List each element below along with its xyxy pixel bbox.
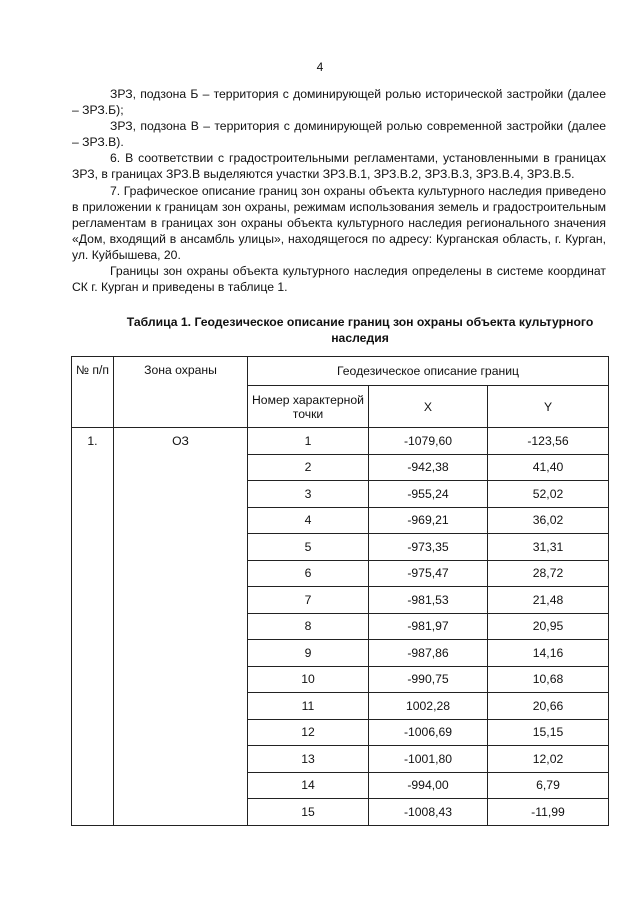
geodesic-table	[71, 356, 609, 826]
zone-name: ОЗ	[114, 428, 248, 826]
point-number: 7	[248, 587, 369, 614]
point-number: 11	[248, 693, 369, 720]
point-y: 14,16	[488, 640, 609, 667]
point-x: -1008,43	[369, 799, 488, 826]
point-x: -990,75	[369, 666, 488, 693]
point-y: 10,68	[488, 666, 609, 693]
point-x: -942,38	[369, 454, 488, 481]
table-caption: Таблица 1. Геодезическое описание границ зон охраны объекта культурного наследия	[126, 315, 594, 345]
point-number: 2	[248, 454, 369, 481]
page-number: 4	[316, 60, 324, 74]
point-number: 13	[248, 746, 369, 773]
point-x: -975,47	[369, 560, 488, 587]
point-x: -1001,80	[369, 746, 488, 773]
point-number: 12	[248, 719, 369, 746]
header-num: № п/п	[72, 357, 114, 428]
point-x: -994,00	[369, 772, 488, 799]
point-y: 6,79	[488, 772, 609, 799]
point-x: -987,86	[369, 640, 488, 667]
point-y: 15,15	[488, 719, 609, 746]
point-x: -981,53	[369, 587, 488, 614]
point-y: 20,95	[488, 613, 609, 640]
point-number: 6	[248, 560, 369, 587]
header-y: Y	[488, 386, 609, 428]
point-y: 31,31	[488, 534, 609, 561]
body-text	[72, 86, 606, 295]
point-x: -969,21	[369, 507, 488, 534]
table-row	[72, 428, 609, 455]
point-y: -11,99	[488, 799, 609, 826]
row-number: 1.	[72, 428, 114, 826]
point-y: 28,72	[488, 560, 609, 587]
point-y: 41,40	[488, 454, 609, 481]
point-y: 36,02	[488, 507, 609, 534]
paragraph-item-6: 6. В соответствии с градостроительными регламентами, установленными в границах ЗРЗ, в границах ЗРЗ.В выделяются участки ЗРЗ.В.1, ЗРЗ.В.2, ЗРЗ.В.3, ЗРЗ.В.4, ЗРЗ.В.5.	[72, 151, 606, 182]
paragraph-zrz-b: ЗРЗ, подзона Б – территория с доминирующей ролью исторической застройки (далее – ЗРЗ.Б);	[72, 87, 606, 118]
header-geo: Геодезическое описание границ	[248, 357, 609, 386]
point-number: 1	[248, 428, 369, 455]
point-y: 52,02	[488, 481, 609, 508]
point-y: 12,02	[488, 746, 609, 773]
header-x: X	[369, 386, 488, 428]
header-point: Номер характерной точки	[248, 386, 369, 428]
point-number: 8	[248, 613, 369, 640]
point-number: 3	[248, 481, 369, 508]
point-number: 5	[248, 534, 369, 561]
header-zone: Зона охраны	[114, 357, 248, 428]
point-x: -973,35	[369, 534, 488, 561]
point-number: 14	[248, 772, 369, 799]
paragraph-zrz-v: ЗРЗ, подзона В – территория с доминирующей ролью современной застройки (далее – ЗРЗ.В).	[72, 119, 606, 150]
paragraph-item-7: 7. Графическое описание границ зон охраны объекта культурного наследия приведено в приложении к границам зон охраны, режимам использования земель и градостроительным регламентам в границах зон охраны объекта культурного наследия регионального значения «Дом, входящий в ансамбль улицы», находящегося по адресу: Курганская область, г. Курган, ул. Куйбышева, 20.	[72, 183, 606, 262]
point-x: -1079,60	[369, 428, 488, 455]
point-x: -955,24	[369, 481, 488, 508]
paragraph-coordinates: Границы зон охраны объекта культурного наследия определены в системе координат СК г. Курган и приведены в таблице 1.	[72, 264, 606, 295]
point-number: 4	[248, 507, 369, 534]
point-x: 1002,28	[369, 693, 488, 720]
point-x: -981,97	[369, 613, 488, 640]
point-number: 10	[248, 666, 369, 693]
point-x: -1006,69	[369, 719, 488, 746]
point-number: 9	[248, 640, 369, 667]
point-y: 20,66	[488, 693, 609, 720]
point-y: 21,48	[488, 587, 609, 614]
point-y: -123,56	[488, 428, 609, 455]
point-number: 15	[248, 799, 369, 826]
